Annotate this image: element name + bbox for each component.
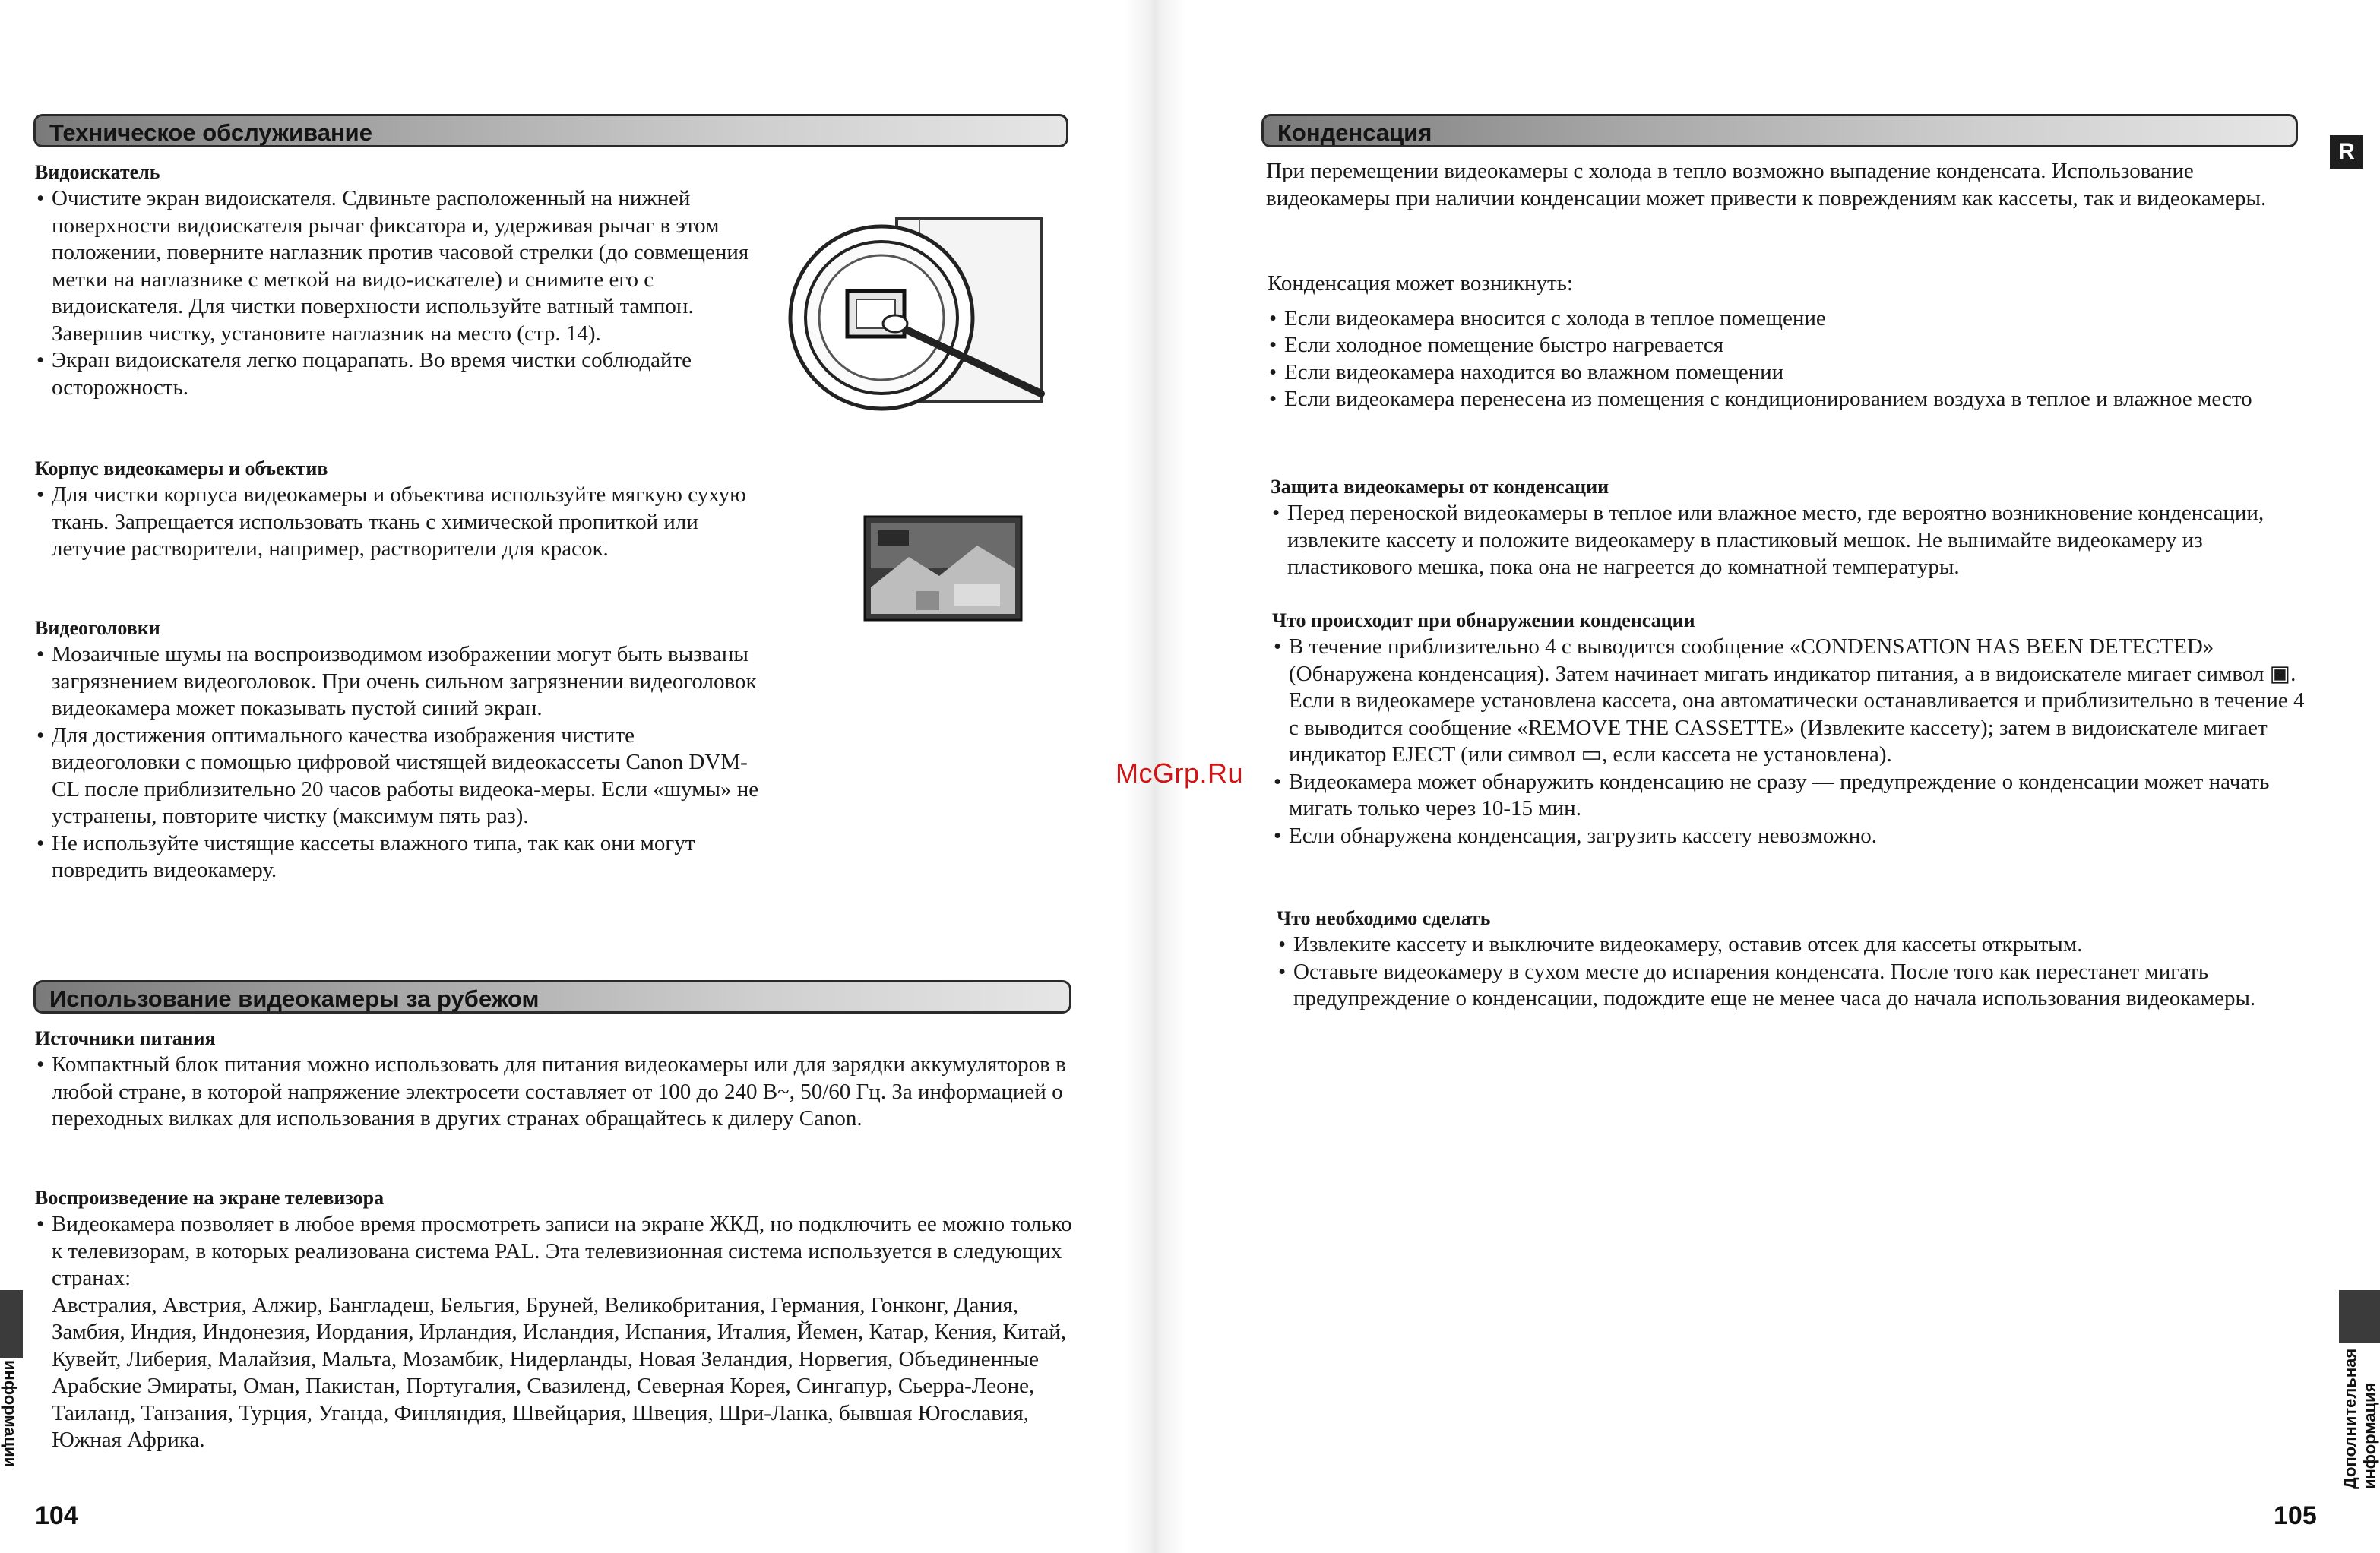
body-lens-block bbox=[35, 456, 764, 563]
section-title: Техническое обслуживание bbox=[49, 119, 372, 146]
what-to-do-block bbox=[1277, 906, 2318, 1013]
section-title: Использование видеокамеры за рубежом bbox=[49, 985, 540, 1012]
subheading-protection: Защита видеокамеры от конденсации bbox=[1271, 476, 1609, 498]
detected-block bbox=[1272, 608, 2313, 849]
section-header-maintenance bbox=[33, 114, 1068, 147]
bullet-list bbox=[35, 1052, 1084, 1133]
subheading-what-to-do: Что необходимо сделать bbox=[1277, 907, 1491, 929]
bullet-list bbox=[35, 482, 764, 563]
list-item: • Если обнаружена конденсация, загрузить кассету невозможно. bbox=[1272, 823, 2313, 850]
list-item: • Видеокамера позволяет в любое время просмотреть записи на экране ЖКД, но подключить ее можно только к телевизорам, в которых реализована система PAL. Эта телевизионная система используется в следующих странах: bbox=[35, 1211, 1084, 1292]
left-page bbox=[0, 0, 1140, 1553]
page-number: 104 bbox=[35, 1501, 78, 1530]
subheading-tv: Воспроизведение на экране телевизора bbox=[35, 1187, 385, 1209]
subheading-detected: Что происходит при обнаружении конденсации bbox=[1272, 609, 1695, 631]
side-tab-label: информации bbox=[1, 1360, 20, 1468]
list-item: • Компактный блок питания можно использовать для питания видеокамеры или для зарядки аккумуляторов в любой стране, в которой напряжение электросети составляет от 100 до 240 В~, 50/60 Гц. За информацией о переходных вилках для использования в других странах обращайтесь к дилеру Canon. bbox=[35, 1052, 1084, 1133]
list-item: • Экран видоискателя легко поцарапать. Во время чистки соблюдайте осторожность. bbox=[35, 347, 764, 401]
side-tab-label bbox=[2340, 1349, 2380, 1489]
side-tab-line: информация bbox=[2360, 1382, 2379, 1489]
list-item: • Извлеките кассету и выключите видеокамеру, оставив отсек для кассеты открытым. bbox=[1277, 931, 2318, 959]
list-item: • Перед переноской видеокамеры в теплое или влажное место, где вероятно возникновение конденсации, извлеките кассету и положите видеокамеру в пластиковый мешок. Не вынимайте видеокамеру из пластикового мешка, пока она не нагреется до комнатной температуры. bbox=[1271, 500, 2312, 581]
section-header-abroad bbox=[33, 980, 1071, 1014]
bullet-list bbox=[1268, 305, 2255, 413]
bullet-list bbox=[35, 185, 764, 401]
list-item: • Видеокамера может обнаружить конденсацию не сразу — предупреждение о конденсации может начать мигать только через 10-15 мин. bbox=[1272, 769, 2313, 823]
side-tab-marker bbox=[0, 1290, 23, 1358]
language-badge: R bbox=[2330, 135, 2363, 169]
page-number: 105 bbox=[2274, 1501, 2317, 1530]
lead-text: Конденсация может возникнуть: bbox=[1268, 271, 1573, 296]
list-item: • Если видеокамера находится во влажном помещении bbox=[1268, 359, 2255, 387]
list-item: • В течение приблизительно 4 с выводится сообщение «CONDENSATION HAS BEEN DETECTED» (Обнаружена конденсация). Затем начинает мигать индикатор питания, а в видоискателе мигает символ ▣. Если в видеокамере установлена кассета, она автоматически останавливается и приблизительно в течение 4 с выводится сообщение «REMOVE THE CASSETTE» (Извлеките кассету); затем в видоискателе мигает индикатор EJECT (или символ ▭, если кассета не установлена). bbox=[1272, 634, 2313, 769]
section-title: Конденсация bbox=[1277, 119, 1432, 146]
side-tab-marker bbox=[2339, 1290, 2380, 1343]
intro-text: При перемещении видеокамеры с холода в тепло возможно выпадение конденсата. Использование видеокамеры при наличии конденсации может привести к повреждениям как кассеты, так и видеокамеры. bbox=[1266, 159, 2267, 210]
list-item: • Не используйте чистящие кассеты влажного типа, так как они могут повредить видеокамеру. bbox=[35, 830, 764, 884]
list-item: • Мозаичные шумы на воспроизводимом изображении могут быть вызваны загрязнением видеоголовок. При очень сильном загрязнении видеоголовок видеокамера может показывать пустой синий экран. bbox=[35, 641, 764, 723]
side-tab-line: Дополнительная bbox=[2340, 1348, 2359, 1489]
list-item: • Если холодное помещение быстро нагревается bbox=[1268, 332, 2255, 359]
watermark-text: McGrp.Ru bbox=[1116, 758, 1244, 789]
list-item: • Для достижения оптимального качества изображения чистите видеоголовки с помощью цифровой чистящей видеокассеты Canon DVM-CL после приблизительно 20 часов работы видеока-меры. Если «шумы» не устранены, повторите чистку (максимум пять раз). bbox=[35, 723, 764, 830]
subheading-viewfinder: Видоискатель bbox=[35, 161, 160, 183]
list-item: • Если видеокамера вносится с холода в теплое помещение bbox=[1268, 305, 2255, 333]
list-item: • Очистите экран видоискателя. Сдвиньте расположенный на нижней поверхности видоискателя рычаг фиксатора и, удерживая рычаг в этом положении, поверните наглазник против часовой стрелки (до совмещения метки на наглазнике с меткой на видо-искателе) и снимите его с видоискателя. Для чистки поверхности используйте ватный тампон. Завершив чистку, установите наглазник на место (стр. 14). bbox=[35, 185, 764, 347]
subheading-power: Источники питания bbox=[35, 1027, 216, 1049]
may-occur-block bbox=[1268, 270, 2255, 413]
bullet-list bbox=[1277, 931, 2318, 1013]
viewfinder-cleaning-illustration bbox=[783, 204, 1049, 424]
noise-screen-image bbox=[863, 515, 1023, 622]
bullet-list bbox=[1272, 634, 2313, 849]
viewfinder-block bbox=[35, 160, 764, 401]
list-item: • Оставьте видеокамеру в сухом месте до испарения конденсата. После того как перестанет мигать предупреждение о конденсации, подождите еще не менее часа до начала использования видеокамеры. bbox=[1277, 959, 2318, 1013]
power-block bbox=[35, 1026, 1084, 1133]
tv-block bbox=[35, 1185, 1084, 1454]
list-item: • Если видеокамера перенесена из помещения с кондиционированием воздуха в теплое и влажное место bbox=[1268, 386, 2255, 413]
protection-block bbox=[1271, 474, 2312, 581]
subheading-video-heads: Видеоголовки bbox=[35, 617, 160, 639]
country-list: Австралия, Австрия, Алжир, Бангладеш, Бельгия, Бруней, Великобритания, Германия, Гонконг, Дания, Замбия, Индия, Индонезия, Иордания, Ирландия, Исландия, Испания, Италия, Йемен, Катар, Кения, Китай, Кувейт, Либерия, Малайзия, Мальта, Мозамбик, Нидерланды, Новая Зеландия, Норвегия, Объединенные Арабские Эмираты, Оман, Пакистан, Португалия, Свазиленд, Северная Корея, Сингапур, Сьерра-Леоне, Таиланд, Танзания, Турция, Уганда, Финляндия, Швейцария, Швеция, Шри-Ланка, бывшая Югославия, Южная Африка. bbox=[52, 1292, 1067, 1452]
subheading-body-lens: Корпус видеокамеры и объектив bbox=[35, 457, 328, 479]
section-header-condensation bbox=[1261, 114, 2298, 147]
bullet-list bbox=[35, 641, 764, 884]
bullet-list bbox=[1271, 500, 2312, 581]
list-item: • Для чистки корпуса видеокамеры и объектива используйте мягкую сухую ткань. Запрещается использовать ткань с химической пропиткой или летучие растворители, например, растворители для красок. bbox=[35, 482, 764, 563]
bullet-list bbox=[35, 1211, 1084, 1292]
condensation-intro bbox=[1266, 158, 2309, 212]
video-heads-block bbox=[35, 615, 764, 884]
